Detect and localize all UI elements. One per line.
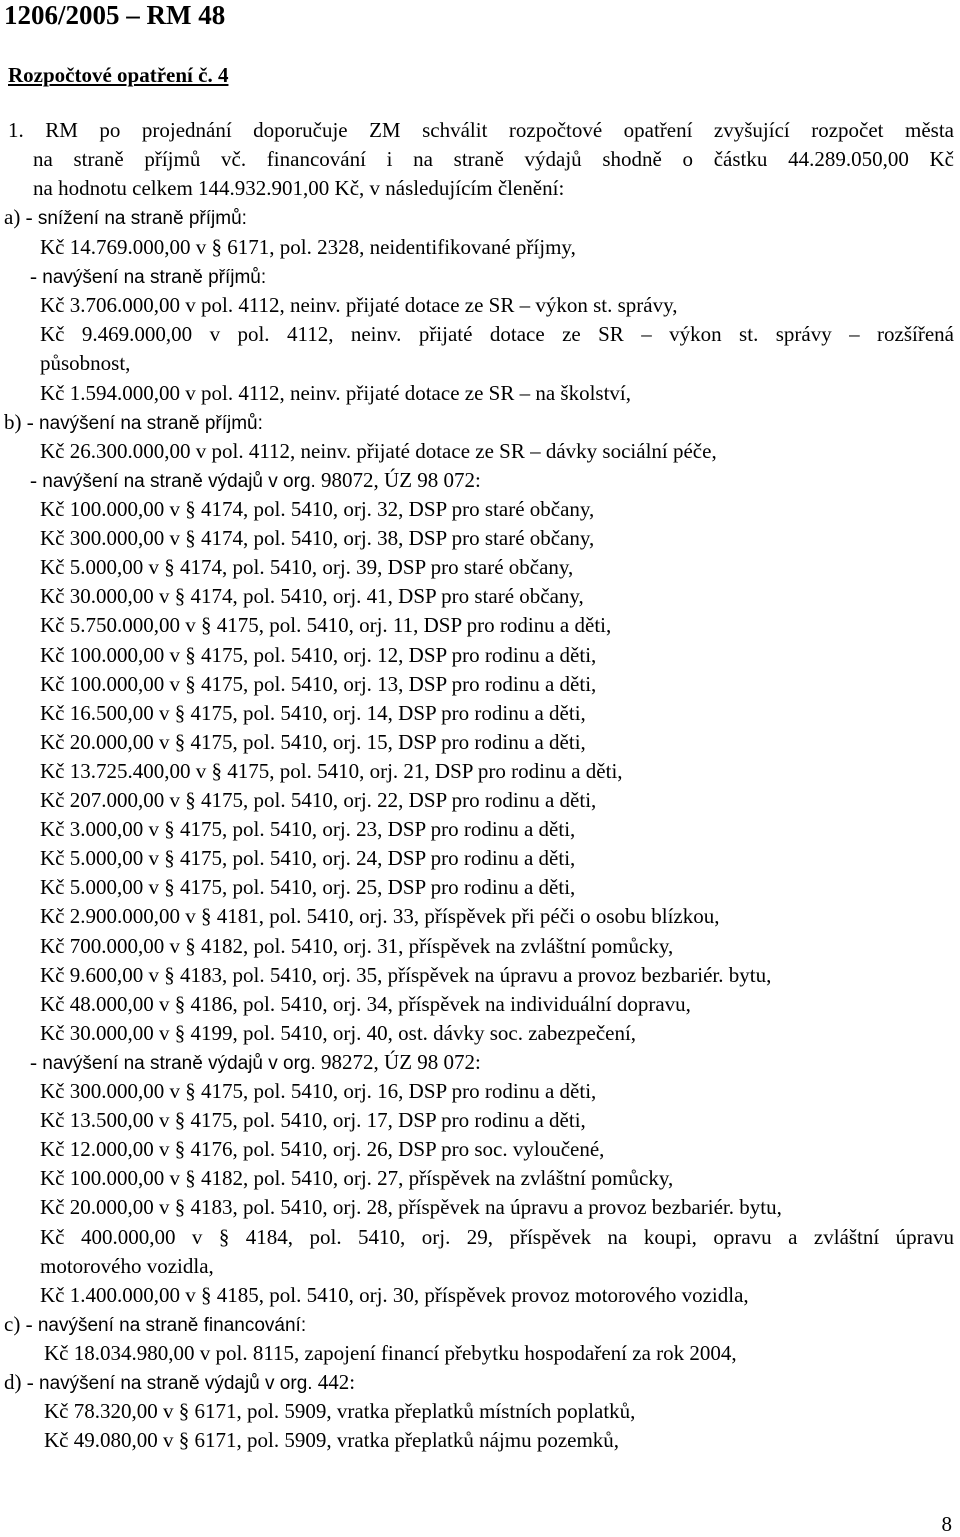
section-d-line-1: Kč 78.320,00 v § 6171, pol. 5909, vratka přeplatků místních poplatků, (44, 1399, 636, 1423)
section-d-heading-rest: 442: (312, 1370, 356, 1394)
budget-item-line: Kč 100.000,00 v § 4175, pol. 5410, orj. 12, DSP pro rodinu a děti, (40, 642, 597, 667)
budget-item-line: Kč 207.000,00 v § 4175, pol. 5410, orj. 22, DSP pro rodinu a děti, (40, 788, 597, 812)
section-d-prefix: d) - (4, 1370, 39, 1394)
section-title: Rozpočtové opatření č. 4 (8, 63, 229, 87)
section-a-line-4: Kč 1.594.000,00 v pol. 4112, neinv. přijaté dotace ze SR – na školství, (40, 381, 632, 405)
section-b-line-1: Kč 26.300.000,00 v pol. 4112, neinv. přijaté dotace ze SR – dávky sociální péče, (40, 439, 717, 463)
section-b-sub1-heading-text: navýšení na straně výdajů v org. (42, 471, 316, 492)
section-b-heading (4, 408, 263, 438)
section-b-prefix: b) - (4, 410, 39, 434)
section-c-heading (4, 1310, 306, 1340)
budget-item-line: Kč 400.000,00 v § 4184, pol. 5410, orj. 29, příspěvek na koupi, opravu a zvláštní úpravu (40, 1224, 954, 1249)
budget-item-line: Kč 300.000,00 v § 4174, pol. 5410, orj. 38, DSP pro staré občany, (40, 526, 595, 551)
budget-item-line: Kč 12.000,00 v § 4176, pol. 5410, orj. 26, DSP pro soc. vyloučené, (40, 1137, 605, 1162)
section-b-sub2-heading-text: navýšení na straně výdajů v org. (42, 1053, 316, 1074)
section-b-item2-cont: motorového vozidla, (40, 1254, 214, 1278)
section-a-line-3b: působnost, (40, 351, 131, 375)
section-b-sub2-rest: 98272, ÚZ 98 072: (315, 1050, 481, 1074)
budget-item-line: Kč 5.000,00 v § 4174, pol. 5410, orj. 39, DSP pro staré občany, (40, 555, 574, 580)
budget-item-line: Kč 5.000,00 v § 4175, pol. 5410, orj. 25, DSP pro rodinu a děti, (40, 875, 576, 900)
section-b-subheading-1 (30, 466, 481, 496)
budget-item-line: Kč 20.000,00 v § 4175, pol. 5410, orj. 15, DSP pro rodinu a děti, (40, 729, 586, 754)
intro-line-1: 1. RM po projednání doporučuje ZM schválit rozpočtové opatření zvyšující rozpočet města (8, 118, 954, 142)
section-b-sub1-rest: 98072, ÚZ 98 072: (315, 468, 481, 492)
budget-item-line: Kč 2.900.000,00 v § 4181, pol. 5410, orj. 33, příspěvek při péči o osobu blízkou, (40, 904, 720, 929)
intro-line-2: na straně příjmů vč. financování i na straně výdajů shodně o částku 44.289.050,00 Kč (33, 147, 954, 171)
budget-item-line: Kč 13.500,00 v § 4175, pol. 5410, orj. 17, DSP pro rodinu a děti, (40, 1108, 586, 1133)
budget-item-line: Kč 13.725.400,00 v § 4175, pol. 5410, orj. 21, DSP pro rodinu a děti, (40, 758, 623, 783)
section-c-heading-text: navýšení na straně financování: (37, 1315, 307, 1336)
section-a-heading-text: snížení na straně příjmů: (37, 208, 247, 229)
section-d-heading (4, 1368, 355, 1398)
budget-item-line: Kč 30.000,00 v § 4174, pol. 5410, orj. 41, DSP pro staré občany, (40, 584, 584, 609)
budget-item-line: Kč 100.000,00 v § 4174, pol. 5410, orj. 32, DSP pro staré občany, (40, 497, 595, 521)
section-a-line-1: Kč 14.769.000,00 v § 6171, pol. 2328, neidentifikované příjmy, (40, 235, 576, 259)
section-d-line-2: Kč 49.080,00 v § 6171, pol. 5909, vratka přeplatků nájmu pozemků, (44, 1428, 620, 1452)
budget-item-line: Kč 700.000,00 v § 4182, pol. 5410, orj. 31, příspěvek na zvláštní pomůcky, (40, 933, 674, 958)
budget-item-line: Kč 100.000,00 v § 4182, pol. 5410, orj. 27, příspěvek na zvláštní pomůcky, (40, 1166, 674, 1191)
section-d-heading-text: navýšení na straně výdajů v org. (39, 1373, 313, 1394)
intro-line-3: na hodnotu celkem 144.932.901,00 Kč, v následujícím členění: (33, 176, 565, 200)
section-a-sub-prefix: - (30, 264, 43, 288)
section-b-heading-text: navýšení na straně příjmů: (39, 413, 263, 434)
section-a-sub-heading-text: navýšení na straně příjmů: (42, 267, 267, 288)
budget-item-line: Kč 5.000,00 v § 4175, pol. 5410, orj. 24, DSP pro rodinu a děti, (40, 846, 576, 871)
section-c-line-1: Kč 18.034.980,00 v pol. 8115, zapojení financí přebytku hospodaření za rok 2004, (44, 1341, 737, 1365)
budget-item-line: Kč 5.750.000,00 v § 4175, pol. 5410, orj. 11, DSP pro rodinu a děti, (40, 613, 612, 638)
budget-item-line: Kč 100.000,00 v § 4175, pol. 5410, orj. 13, DSP pro rodinu a děti, (40, 671, 597, 696)
section-a-heading (4, 203, 247, 233)
budget-item-line: Kč 16.500,00 v § 4175, pol. 5410, orj. 14, DSP pro rodinu a děti, (40, 700, 586, 725)
budget-item-line: Kč 30.000,00 v § 4199, pol. 5410, orj. 40, ost. dávky soc. zabezpečení, (40, 1020, 637, 1045)
section-b-subheading-2 (30, 1048, 481, 1078)
budget-item-line: Kč 20.000,00 v § 4183, pol. 5410, orj. 28, příspěvek na úpravu a provoz bezbariér. bytu, (40, 1195, 782, 1220)
section-b-sub2-prefix: - (30, 1050, 43, 1074)
budget-item-line: Kč 3.000,00 v § 4175, pol. 5410, orj. 23, DSP pro rodinu a děti, (40, 817, 576, 842)
section-b-sub1-prefix: - (30, 468, 43, 492)
section-c-prefix: c) - (4, 1312, 38, 1336)
section-b-item2-last: Kč 1.400.000,00 v § 4185, pol. 5410, orj. 30, příspěvek provoz motorového vozidla, (40, 1283, 749, 1307)
section-a-prefix: a) - (4, 205, 38, 229)
budget-item-line: Kč 9.600,00 v § 4183, pol. 5410, orj. 35, příspěvek na úpravu a provoz bezbariér. bytu, (40, 962, 772, 987)
budget-item-line: Kč 48.000,00 v § 4186, pol. 5410, orj. 34, příspěvek na individuální dopravu, (40, 991, 691, 1016)
document-title: 1206/2005 – RM 48 (4, 0, 226, 30)
section-a-line-3: Kč 9.469.000,00 v pol. 4112, neinv. přijaté dotace ze SR – výkon st. správy – rozšířená (40, 322, 954, 346)
budget-item-line: Kč 300.000,00 v § 4175, pol. 5410, orj. 16, DSP pro rodinu a děti, (40, 1079, 597, 1103)
intro-paragraph (8, 116, 954, 203)
page-number: 8 (941, 1512, 952, 1536)
section-a-line-2: Kč 3.706.000,00 v pol. 4112, neinv. přijaté dotace ze SR – výkon st. správy, (40, 293, 678, 317)
section-a-subheading (30, 262, 266, 292)
